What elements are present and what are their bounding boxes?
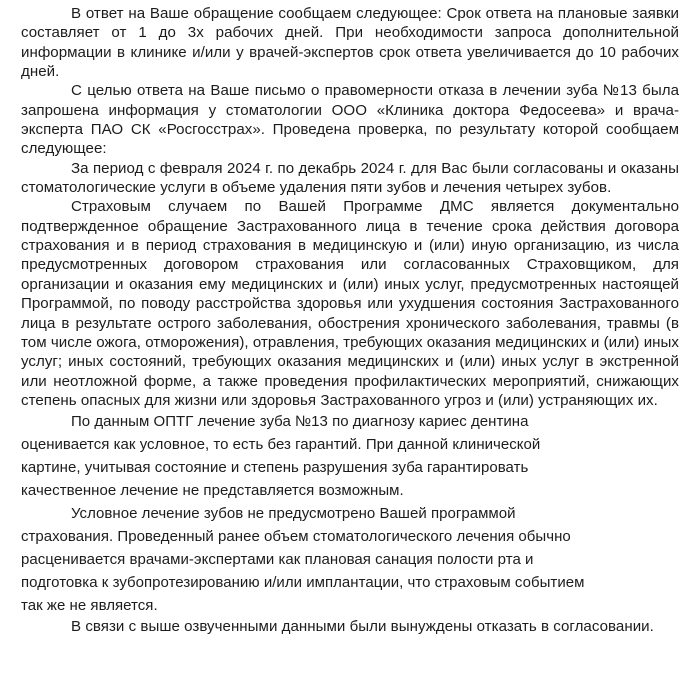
paragraph-optg-diagnosis: По данным ОПТГ лечение зуба №13 по диагнозу кариес дентина оценивается как условное, то есть без гарантий. При данной клинической картине, учитывая состояние и степень разрушения зуба гарантировать качественное лечение не представляется возможным. xyxy=(21,413,541,500)
paragraph-response-timeline: В ответ на Ваше обращение сообщаем следующее: Срок ответа на плановые заявки составляет от 1 до 3х рабочих дней. При необходимости запроса дополнительной информации в клинике и/или у врачей-экспертов срок ответа увеличивается до 10 рабочих дней. xyxy=(21,5,679,81)
paragraph-inquiry-purpose: С целью ответа на Ваше письмо о правомерности отказа в лечении зуба №13 была запрошена информация у стоматологии ООО «Клиника доктора Федосеева» и врача-эксперта ПАО СК «Росгосстрах». Проведена проверка, по результату которой сообщаем следующее: xyxy=(21,82,679,158)
document-text-body xyxy=(21,4,679,637)
paragraph-conditional-treatment: Условное лечение зубов не предусмотрено Вашей программой страхования. Проведенный ранее объем стоматологического лечения обычно расценивается врачами-экспертами как плановая санация полости рта и подготовка к зубопротезированию и/или имплантации, что страховым событием так же не является. xyxy=(21,505,585,615)
paragraph-insured-event-definition: Страховым случаем по Вашей Программе ДМС является документально подтвержденное обращение Застрахованного лица в течение срока действия договора страхования и в период страхования в медицинскую и (или) иную организацию, из числа предусмотренных договором страхования или согласованных Страховщиком, для организации и оказания ему медицинских и (или) иных услуг, предусмотренных настоящей Программой, по поводу расстройства здоровья или ухудшения состояния Застрахованного лица в результате острого заболевания, обострения хронического заболевания, травмы (в том числе ожога, отморожения), отравления, требующих оказания медицинских и (или) иных услуг; иных состояний, требующих оказания медицинских и (или) иных услуг в экстренной или неотложной форме, а также проведения профилактических мероприятий, снижающих степень опасных для жизни или здоровья Застрахованного угроз и (или) устраняющих их. xyxy=(21,198,679,409)
paragraph-services-period: За период с февраля 2024 г. по декабрь 2024 г. для Вас были согласованы и оказаны стоматологические услуги в объеме удаления пяти зубов и лечения четырех зубов. xyxy=(21,159,679,197)
paragraph-refusal-conclusion: В связи с выше озвученными данными были вынуждены отказать в согласовании. xyxy=(71,618,654,636)
